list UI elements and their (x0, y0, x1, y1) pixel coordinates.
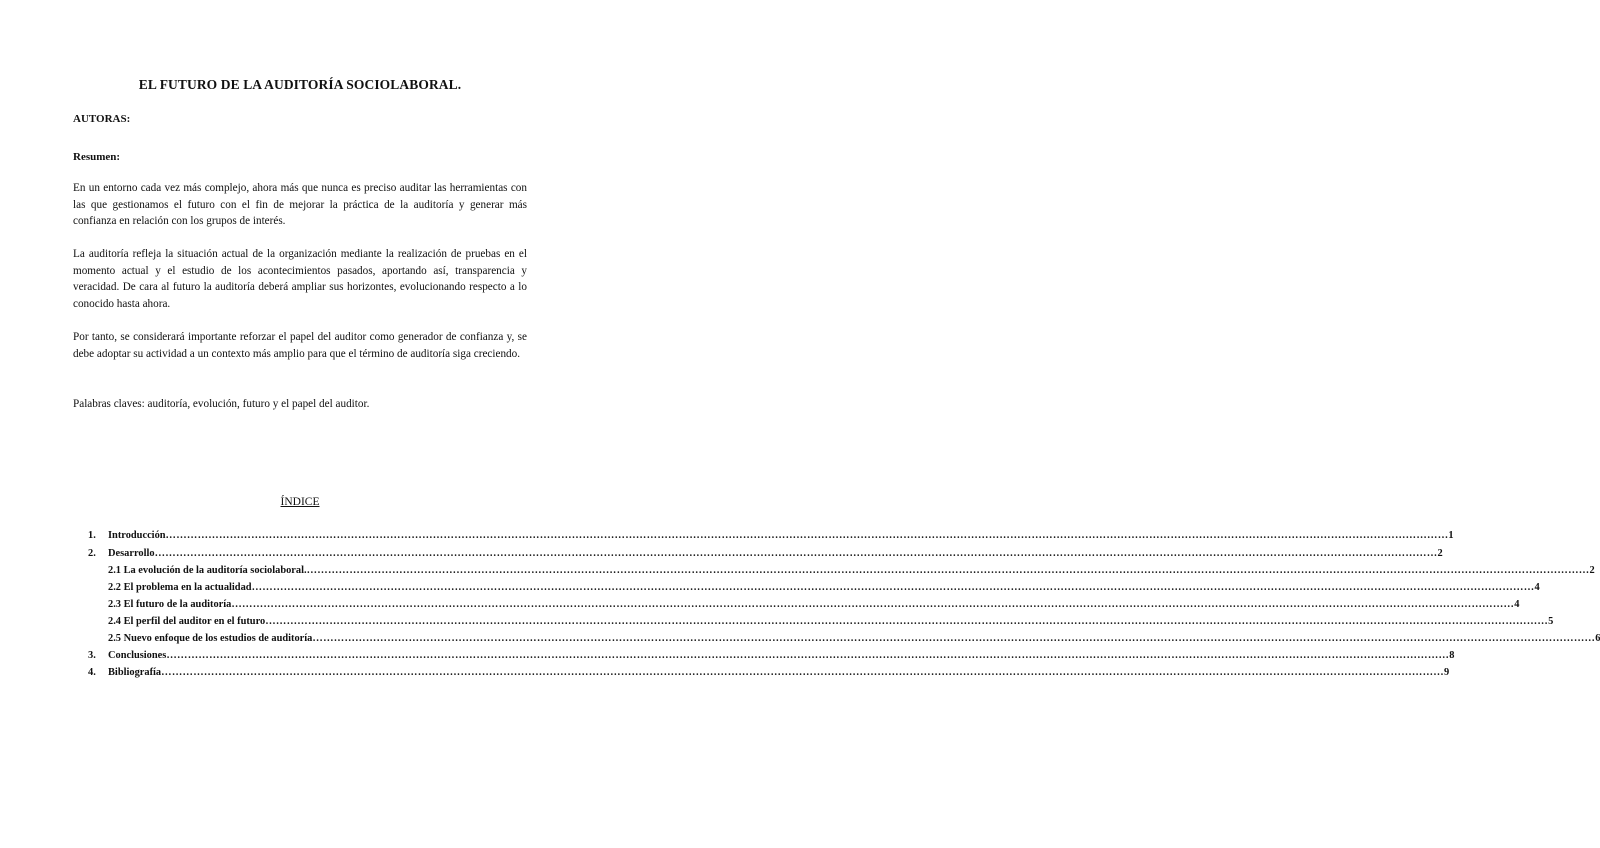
toc-item-text: 2.4 El perfil del auditor en el futuro (108, 616, 266, 627)
toc-item-introduccion[interactable] (88, 530, 1454, 546)
toc-item-text: Introducción (108, 530, 166, 541)
toc-page-number: 4 (1514, 599, 1520, 610)
toc-dot-leader: ……………………………………………………………………………………………………………………………………………………………………………………………………………………………………………………………………………………………………………………………… (265, 616, 1549, 627)
toc-page-number: 1 (1448, 530, 1454, 541)
toc-item-evolucion[interactable] (108, 565, 1595, 581)
toc-dot-leader: ……………………………………………………………………………………………………………………………………………………………………………………………………………………………………………………………………………………………………………………………… (306, 565, 1590, 576)
toc-page-number: 2 (1589, 565, 1595, 576)
toc-page-number: 8 (1449, 650, 1455, 661)
toc-item-perfil[interactable] (108, 616, 1554, 632)
toc-item-futuro[interactable] (108, 599, 1520, 615)
toc-item-text: 2.5 Nuevo enfoque de los estudios de auditoría (108, 633, 313, 644)
toc-number: 3. (88, 650, 96, 661)
summary-paragraph-1: En un entorno cada vez más complejo, ahora más que nunca es preciso auditar las herramientas con las que gestionamos el futuro con el fin de mejorar la práctica de la auditoría y generar más confianza en relación con los grupos de interés. (73, 182, 527, 228)
toc-page-number: 5 (1548, 616, 1554, 627)
toc-dot-leader: ……………………………………………………………………………………………………………………………………………………………………………………………………………………………………………………………………………………………………………………………… (161, 667, 1444, 678)
toc-item-problema[interactable] (108, 582, 1540, 598)
toc-page-number: 9 (1444, 667, 1450, 678)
toc-item-text: 2.2 El problema en la actualidad (108, 582, 252, 593)
toc-item-bibliografia[interactable] (88, 667, 1450, 683)
toc-dot-leader: ……………………………………………………………………………………………………………………………………………………………………………………………………………………………………………………………………………………………………………………………… (312, 633, 1596, 644)
toc-number: 1. (88, 530, 96, 541)
keywords-paragraph: Palabras claves: auditoría, evolución, futuro y el papel del auditor. (73, 398, 370, 410)
toc-dot-leader: ……………………………………………………………………………………………………………………………………………………………………………………………………………………………………………………………………………………………………………………………… (251, 582, 1535, 593)
toc-number: 4. (88, 667, 96, 678)
summary-paragraph-2: La auditoría refleja la situación actual de la organización mediante la realización de pruebas en el momento actual y el estudio de los acontecimientos pasados, aportando así, transparencia y veracidad. De cara al futuro la auditoría deberá ampliar sus horizontes, evolucionando respecto a lo conocido hasta ahora. (73, 248, 527, 310)
toc-item-text: 2.3 El futuro de la auditoría (108, 599, 232, 610)
authors-label: AUTORAS: (73, 113, 131, 125)
toc-item-conclusiones[interactable] (88, 650, 1455, 666)
document-title: EL FUTURO DE LA AUDITORÍA SOCIOLABORAL. (138, 77, 462, 92)
toc-page-number: 6 (1595, 633, 1600, 644)
index-title: ÍNDICE (280, 496, 320, 508)
toc-page-number: 4 (1534, 582, 1540, 593)
toc-number: 2. (88, 548, 96, 559)
summary-paragraph-3: Por tanto, se considerará importante reforzar el papel del auditor como generador de confianza y, se debe adoptar su actividad a un contexto más amplio para que el término de auditoría siga creciendo. (73, 331, 527, 360)
toc-dot-leader: ……………………………………………………………………………………………………………………………………………………………………………………………………………………………………………………………………………………………………………………………… (154, 548, 1438, 559)
toc-item-text: 2.1 La evolución de la auditoría sociolaboral. (108, 565, 307, 576)
toc-dot-leader: ……………………………………………………………………………………………………………………………………………………………………………………………………………………………………………………………………………………………………………………………… (231, 599, 1515, 610)
toc-page-number: 2 (1437, 548, 1443, 559)
summary-label: Resumen: (73, 151, 121, 163)
toc-item-enfoque[interactable] (108, 633, 1600, 649)
toc-item-text: Bibliografía (108, 667, 162, 678)
toc-item-text: Conclusiones (108, 650, 167, 661)
toc-item-desarrollo[interactable] (88, 548, 1443, 564)
toc-dot-leader: ……………………………………………………………………………………………………………………………………………………………………………………………………………………………………………………………………………………………………………………………… (165, 530, 1449, 541)
toc-dot-leader: ……………………………………………………………………………………………………………………………………………………………………………………………………………………………………………………………………………………………………………………………… (166, 650, 1450, 661)
toc-item-text: Desarrollo (108, 548, 155, 559)
